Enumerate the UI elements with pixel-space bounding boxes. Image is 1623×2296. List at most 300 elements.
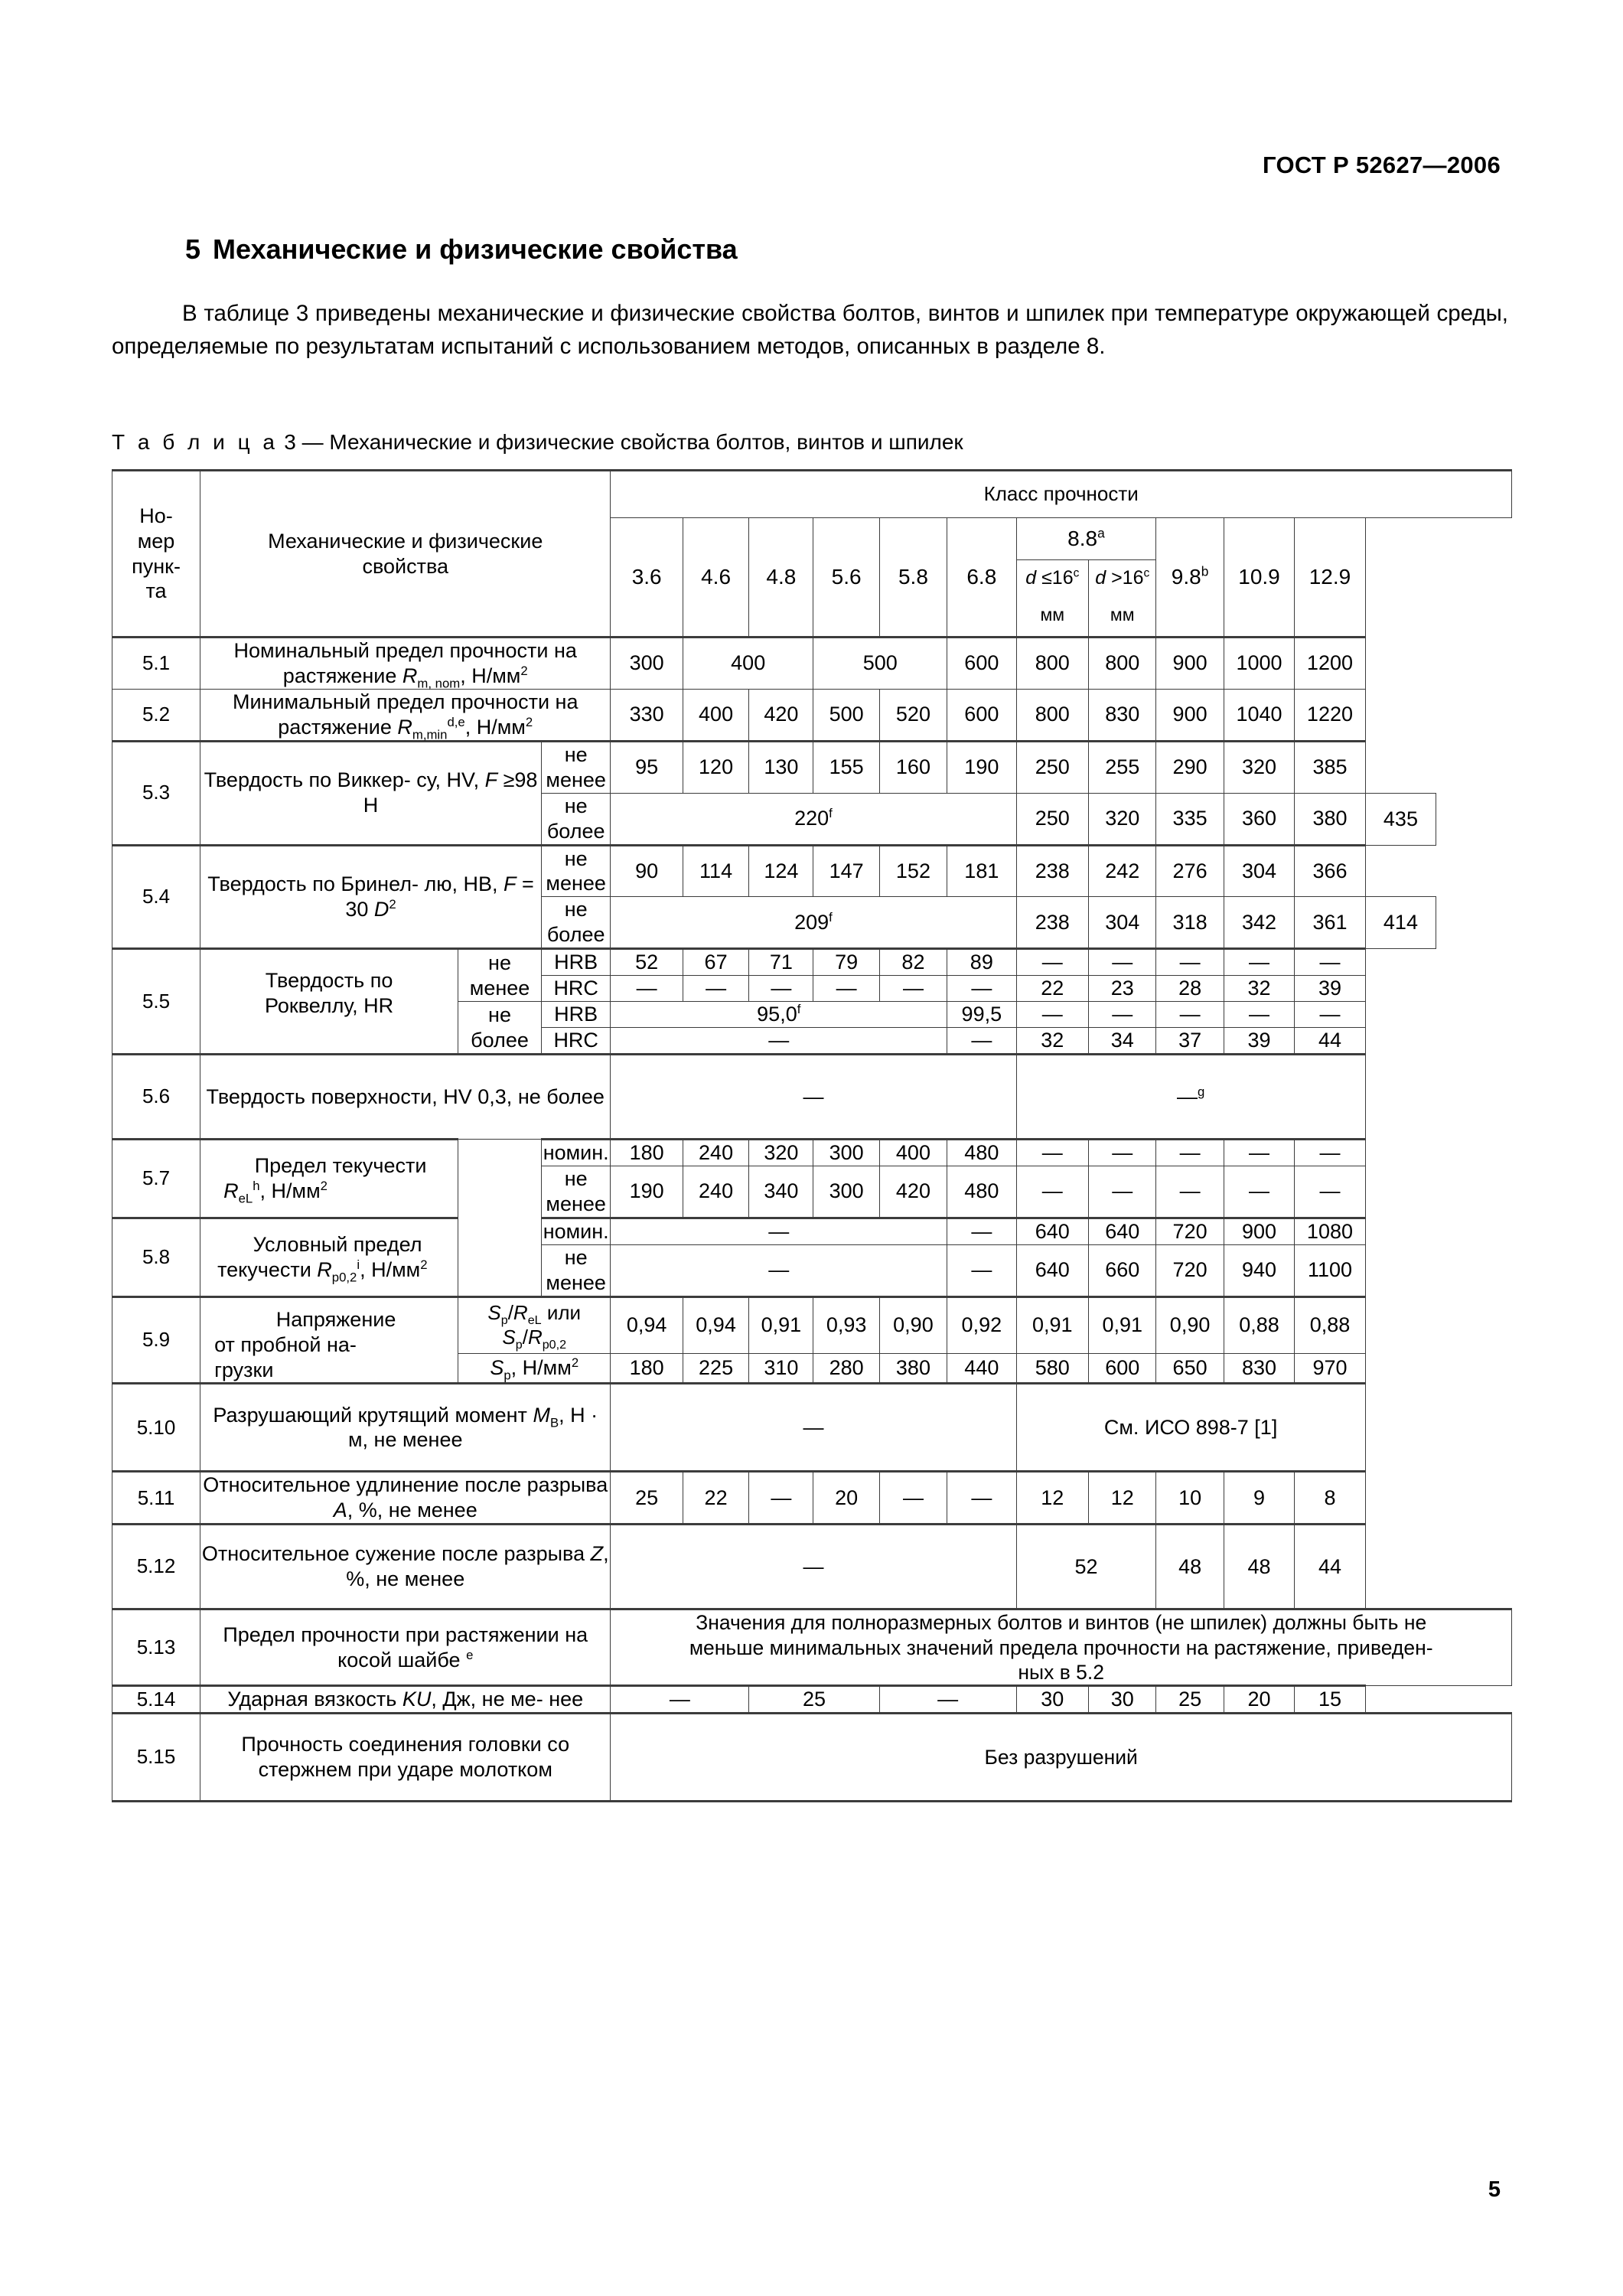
- cell-5-3-min-3-6: 95: [611, 741, 683, 793]
- row-number-5-1: 5.1: [112, 638, 200, 690]
- cell-5-5-min-hrb-6-8: 89: [947, 949, 1016, 976]
- cell-5-7-min-12-9: —: [1295, 1166, 1365, 1218]
- cell-5-5-min-hrb-5-8: 82: [879, 949, 947, 976]
- cell-5-2-8-8-gt16: 830: [1089, 689, 1156, 741]
- row-property-5-14: [200, 1686, 611, 1714]
- cell-5-9-sp-12-9: 970: [1295, 1353, 1365, 1384]
- cell-5-5-min-hrb-8-8-gt16: —: [1089, 949, 1156, 976]
- cell-5-5-max-hrb-8-8-gt16: —: [1089, 1002, 1156, 1028]
- row-property-5-2-subscript: m,min: [412, 727, 448, 742]
- row-property-5-8-line1: Условный предел: [253, 1232, 422, 1256]
- row-number-5-6: 5.6: [112, 1055, 200, 1140]
- cell-5-7-nomin-4-8: 320: [749, 1140, 813, 1166]
- row-property-5-6-line2: не более: [517, 1084, 605, 1108]
- cell-5-4-min-6-8: 181: [947, 845, 1016, 897]
- header-class-8-8-label: 8.8: [1067, 526, 1098, 550]
- cell-5-11-8-8-gt16: 12: [1089, 1472, 1156, 1525]
- cell-5-5-max-hrb-9-8: —: [1156, 1002, 1224, 1028]
- row-property-5-4: [200, 845, 542, 949]
- cell-5-1-12-9: 1200: [1295, 638, 1365, 690]
- table-row: [112, 1296, 1512, 1353]
- row-number-5-9: 5.9: [112, 1296, 200, 1384]
- cell-5-8-min-6-8: —: [947, 1244, 1016, 1296]
- cell-5-4-max-span-footnote: f: [829, 909, 833, 925]
- row-property-5-7-symbol: R: [223, 1179, 239, 1202]
- cell-5-5-max-hrb-span: [611, 1002, 947, 1028]
- row-property-5-12-line2: разрыва Z, %, не менее: [346, 1542, 609, 1591]
- cell-5-4-max-10-9: 361: [1295, 897, 1365, 949]
- header-properties-l1: Механические и физические: [268, 529, 543, 553]
- cell-5-9-sp-8-8-le16: 580: [1016, 1353, 1089, 1384]
- table-row: [112, 689, 1512, 741]
- cell-5-2-4-6: 400: [683, 689, 748, 741]
- intro-paragraph: [112, 297, 1508, 363]
- cell-5-12-9-8: 48: [1156, 1525, 1224, 1609]
- cell-5-5-min-hrb-8-8-le16: —: [1016, 949, 1089, 976]
- header-8-8-d-le-16-symbol: d: [1025, 567, 1037, 589]
- cell-5-7-min-4-8: 340: [749, 1166, 813, 1218]
- cell-5-3-max-8-8-le16: 320: [1089, 793, 1156, 845]
- cell-5-13-note-l1: Значения для полноразмерных болтов и винтов (не шпилек) должны быть не: [696, 1611, 1427, 1635]
- header-class-9-8: [1156, 518, 1224, 638]
- row-property-5-11-line1: Относительное удлинение после: [203, 1473, 522, 1497]
- cell-5-7-nomin-6-8: 480: [947, 1140, 1016, 1166]
- cell-5-5-min-hrc-8-8-gt16: 23: [1089, 976, 1156, 1002]
- cell-5-8-min-10-9: 940: [1224, 1244, 1294, 1296]
- cell-5-1-3-6: 300: [611, 638, 683, 690]
- cell-5-15-span: Без разрушений: [611, 1714, 1512, 1802]
- row-property-5-2-post: , Н/мм: [464, 715, 526, 739]
- cell-5-9-ratio-3-6: 0,94: [611, 1296, 683, 1353]
- cell-5-5-min-hrb-4-6: 67: [683, 949, 748, 976]
- header-class-4-6: 4.6: [683, 518, 748, 638]
- header-class-9-8-footnote: b: [1201, 563, 1209, 579]
- row-property-5-11-line2: разрыва A, %, не менее: [333, 1473, 608, 1522]
- cell-5-7-min-8-8-gt16: —: [1089, 1166, 1156, 1218]
- cell-5-7-min-5-6: 300: [813, 1166, 879, 1218]
- cell-5-5-max-hrc-span: —: [611, 1028, 947, 1055]
- cell-5-9-sp-5-8: 380: [879, 1353, 947, 1384]
- cell-5-1-6-8: 600: [947, 638, 1016, 690]
- row-property-5-3: [200, 741, 542, 845]
- cell-5-5-min-hrc-5-8: —: [879, 976, 947, 1002]
- cell-5-4-min-8-8-gt16: 242: [1089, 845, 1156, 897]
- cell-5-13-note: [611, 1609, 1512, 1686]
- header-item-number-l3: пунк-: [132, 554, 181, 578]
- cell-5-6-right-span: [1016, 1055, 1365, 1140]
- cell-5-9-sp-5-6: 280: [813, 1353, 879, 1384]
- sp-label-5-9: $S_p$, $Н/мм^2$: [458, 1353, 611, 1384]
- row-property-5-9-line3: грузки: [214, 1358, 274, 1381]
- row-property-5-3-line1: Твердость по Виккер-: [204, 768, 411, 792]
- cell-5-4-min-5-6: 147: [813, 845, 879, 897]
- row-property-5-10-symbol: M: [533, 1403, 550, 1427]
- cell-5-7-nomin-3-6: 180: [611, 1140, 683, 1166]
- cell-5-7-nomin-12-9: —: [1295, 1140, 1365, 1166]
- cell-5-3-min-9-8: 290: [1156, 741, 1224, 793]
- cell-5-5-min-hrb-9-8: —: [1156, 949, 1224, 976]
- row-property-5-13-line1: Предел прочности при растяжении: [223, 1623, 559, 1646]
- header-class-5-8: 5.8: [879, 518, 947, 638]
- row-property-5-10: [200, 1384, 611, 1472]
- cell-5-11-9-8: 10: [1156, 1472, 1224, 1525]
- scale-5-5-max-hrb: HRB: [541, 1002, 610, 1028]
- header-8-8-d-gt-16: $d >16^c$ мм: [1089, 560, 1156, 638]
- cell-5-3-min-4-6: 120: [683, 741, 748, 793]
- cell-5-3-max-12-9: 435: [1365, 793, 1436, 845]
- cell-5-8-min-9-8: 720: [1156, 1244, 1224, 1296]
- row-property-5-2-symbol: R: [397, 715, 412, 739]
- header-class-10-9: 10.9: [1224, 518, 1294, 638]
- row-property-5-2: [200, 689, 611, 741]
- row-property-5-8: [200, 1218, 458, 1296]
- header-item-number-l1: Но-: [139, 504, 173, 527]
- row-property-5-1: [200, 638, 611, 690]
- qualifier-5-8-nomin: номин.: [541, 1218, 610, 1244]
- cell-5-1-4-6-4-8: 400: [683, 638, 813, 690]
- cell-5-5-max-hrb-8-8-le16: —: [1016, 1002, 1089, 1028]
- cell-5-9-ratio-10-9: 0,88: [1224, 1296, 1294, 1353]
- cell-5-3-max-10-9: 380: [1295, 793, 1365, 845]
- row-property-5-10-post: , Н · м, не менее: [347, 1403, 598, 1452]
- row-property-5-8-pre: текучести: [217, 1257, 318, 1281]
- cell-5-3-max-span-footnote: f: [829, 806, 833, 821]
- cell-5-4-min-10-9: 304: [1224, 845, 1294, 897]
- row-property-5-8-superscript: 2: [420, 1257, 428, 1272]
- row-property-5-9-line2: от пробной на-: [214, 1332, 357, 1356]
- cell-5-2-10-9: 1040: [1224, 689, 1294, 741]
- table-row: [112, 1055, 1512, 1140]
- row-property-5-5: [200, 949, 458, 1055]
- row-number-5-13: 5.13: [112, 1609, 200, 1686]
- cell-5-5-max-hrb-span-footnote: f: [797, 1002, 801, 1017]
- scale-5-5-min-hrc: HRC: [541, 976, 610, 1002]
- cell-5-9-sp-8-8-gt16: 600: [1089, 1353, 1156, 1384]
- table-caption: [112, 430, 963, 455]
- cell-5-6-right-footnote: g: [1197, 1084, 1205, 1099]
- row-property-5-15-line1: Прочность соединения головки со: [241, 1733, 570, 1756]
- row-property-5-8-line2: [217, 1257, 428, 1285]
- cell-5-8-nomin-10-9: 900: [1224, 1218, 1294, 1244]
- table-row: [112, 1714, 1512, 1802]
- cell-5-9-ratio-9-8: 0,90: [1156, 1296, 1224, 1353]
- properties-table: [112, 469, 1512, 1802]
- cell-5-6-left-span: —: [611, 1055, 1016, 1140]
- header-8-8-d-le-16: $d \le 16^c$ мм: [1016, 560, 1089, 638]
- cell-5-3-min-8-8-gt16: 255: [1089, 741, 1156, 793]
- qualifier-5-3-max: не более: [541, 793, 610, 845]
- cell-5-11-6-8: —: [947, 1472, 1016, 1525]
- cell-5-4-min-3-6: 90: [611, 845, 683, 897]
- row-property-5-10-subscript: B: [549, 1414, 559, 1430]
- cell-5-14-5-8-6-8: —: [879, 1686, 1016, 1714]
- row-property-5-1-subscript: m, nom: [417, 676, 461, 691]
- cell-5-9-ratio-6-8: 0,92: [947, 1296, 1016, 1353]
- header-strength-class: Класс прочности: [611, 471, 1512, 518]
- cell-5-11-4-8: —: [749, 1472, 813, 1525]
- cell-5-14-3-6-4-6: —: [611, 1686, 749, 1714]
- cell-5-8-nomin-span: —: [611, 1218, 947, 1244]
- cell-5-7-nomin-9-8: —: [1156, 1140, 1224, 1166]
- header-class-4-8: 4.8: [749, 518, 813, 638]
- row-property-5-1-pre: на растяжение: [282, 639, 577, 687]
- row-property-5-12-line1: Относительное сужение после: [201, 1542, 498, 1566]
- cell-5-10-left-span: —: [611, 1384, 1016, 1472]
- cell-5-9-sp-9-8: 650: [1156, 1353, 1224, 1384]
- cell-5-3-max-9-8: 360: [1224, 793, 1294, 845]
- cell-5-5-max-hrc-10-9: 39: [1224, 1028, 1294, 1055]
- cell-5-12-12-9: 44: [1295, 1525, 1365, 1609]
- table-row: [112, 1609, 1512, 1686]
- cell-5-3-min-5-6: 155: [813, 741, 879, 793]
- cell-5-5-min-hrc-3-6: —: [611, 976, 683, 1002]
- row-property-5-6: [200, 1055, 611, 1140]
- row-property-5-7-post: , Н/мм: [259, 1179, 321, 1202]
- cell-5-3-min-6-8: 190: [947, 741, 1016, 793]
- cell-5-5-min-hrc-8-8-le16: 22: [1016, 976, 1089, 1002]
- cell-5-7-min-3-6: 190: [611, 1166, 683, 1218]
- cell-5-8-nomin-12-9: 1080: [1295, 1218, 1365, 1244]
- row-number-5-10: 5.10: [112, 1384, 200, 1472]
- cell-5-5-min-hrc-5-6: —: [813, 976, 879, 1002]
- cell-5-9-sp-4-8: 310: [749, 1353, 813, 1384]
- row-property-5-14-line1: Ударная вязкость KU, Дж, не ме-: [227, 1688, 543, 1711]
- cell-5-9-sp-6-8: 440: [947, 1353, 1016, 1384]
- cell-5-13-note-l3: ных в 5.2: [1018, 1660, 1104, 1684]
- row-property-5-8-post: , Н/мм: [360, 1257, 421, 1281]
- cell-5-6-right-value: —: [1176, 1084, 1198, 1108]
- cell-5-5-min-hrb-4-8: 71: [749, 949, 813, 976]
- row-property-5-6-line1: Твердость поверхности, HV 0,3,: [206, 1084, 513, 1108]
- cell-5-7-nomin-10-9: —: [1224, 1140, 1294, 1166]
- cell-5-5-min-hrc-9-8: 28: [1156, 976, 1224, 1002]
- cell-5-4-max-12-9: 414: [1365, 897, 1436, 949]
- cell-5-4-min-5-8: 152: [879, 845, 947, 897]
- cell-5-9-ratio-5-6: 0,93: [813, 1296, 879, 1353]
- row-property-5-13: [200, 1609, 611, 1686]
- row-property-5-1-symbol: R: [402, 664, 418, 687]
- qualifier-5-3-min: не менее: [541, 741, 610, 793]
- row-property-5-15-line2: стержнем при ударе молотком: [258, 1758, 552, 1782]
- row-property-5-5-line1: Твердость по: [265, 969, 393, 993]
- header-class-5-6: 5.6: [813, 518, 879, 638]
- cell-5-3-min-12-9: 385: [1295, 741, 1365, 793]
- cell-5-12-left-span: —: [611, 1525, 1016, 1609]
- section-title: Механические и физические свойства: [213, 233, 738, 265]
- row-number-5-11: 5.11: [112, 1472, 200, 1525]
- cell-5-5-min-hrc-6-8: —: [947, 976, 1016, 1002]
- row-property-5-1-superscript: 2: [520, 663, 528, 678]
- row-property-5-2-footnote: d,e: [447, 714, 465, 729]
- cell-5-8-nomin-9-8: 720: [1156, 1218, 1224, 1244]
- cell-5-7-nomin-5-8: 400: [879, 1140, 947, 1166]
- cell-5-2-6-8: 600: [947, 689, 1016, 741]
- page-number: 5: [1488, 2177, 1501, 2202]
- cell-5-7-nomin-4-6: 240: [683, 1140, 748, 1166]
- table-row: [112, 638, 1512, 690]
- cell-5-8-nomin-8-8-gt16: 640: [1089, 1218, 1156, 1244]
- cell-5-8-min-8-8-le16: 640: [1016, 1244, 1089, 1296]
- header-class-9-8-label: 9.8: [1171, 564, 1201, 589]
- cell-5-9-sp-4-6: 225: [683, 1353, 748, 1384]
- row-number-5-15: 5.15: [112, 1714, 200, 1802]
- cell-5-2-9-8: 900: [1156, 689, 1224, 741]
- header-item-number-l4: та: [145, 579, 167, 603]
- cell-5-14-12-9: 15: [1295, 1686, 1365, 1714]
- cell-5-9-ratio-8-8-le16: 0,91: [1016, 1296, 1089, 1353]
- cell-5-2-4-8: 420: [749, 689, 813, 741]
- row-property-5-3-line2: су, HV, F ≥98 Н: [363, 768, 538, 817]
- table-row: [112, 1218, 1512, 1244]
- cell-5-3-min-8-8-le16: 250: [1016, 741, 1089, 793]
- table-row: [112, 1384, 1512, 1472]
- row-number-5-2: 5.2: [112, 689, 200, 741]
- cell-5-4-max-9-8: 342: [1224, 897, 1294, 949]
- row-number-5-8: 5.8: [112, 1218, 200, 1296]
- header-class-8-8-footnote: a: [1097, 525, 1105, 541]
- table-caption-label: Т а б л и ц а: [112, 430, 279, 454]
- cell-5-5-max-hrb-10-9: —: [1224, 1002, 1294, 1028]
- cell-5-4-max-8-8-gt16: 318: [1156, 897, 1224, 949]
- qualifier-5-4-min: не менее: [541, 845, 610, 897]
- cell-5-13-note-l2: меньше минимальных значений предела прочности на растяжение, приведен-: [689, 1636, 1433, 1659]
- cell-5-5-min-hrc-4-8: —: [749, 976, 813, 1002]
- cell-5-7-min-8-8-le16: —: [1016, 1166, 1089, 1218]
- cell-5-9-ratio-12-9: 0,88: [1295, 1296, 1365, 1353]
- cell-5-5-max-hrc-8-8-le16: 32: [1016, 1028, 1089, 1055]
- row-property-5-7-footnote: h: [253, 1178, 260, 1193]
- table-header-row-1: [112, 471, 1512, 518]
- cell-5-5-min-hrb-12-9: —: [1295, 949, 1365, 976]
- row-property-5-11: [200, 1472, 611, 1525]
- qualifier-5-8-min: не менее: [541, 1244, 610, 1296]
- cell-5-3-min-5-8: 160: [879, 741, 947, 793]
- section-number: 5: [185, 233, 201, 265]
- cell-5-4-max-span-3-6-to-5-8: [611, 897, 1016, 949]
- cell-5-11-5-8: —: [879, 1472, 947, 1525]
- header-class-8-8: [1016, 518, 1156, 560]
- cell-5-8-min-span: —: [611, 1244, 947, 1296]
- qualifier-5-5-min: не менее: [458, 949, 542, 1002]
- qualifier-5-4-max: не более: [541, 897, 610, 949]
- header-8-8-d-le-16-unit: мм: [1040, 604, 1065, 625]
- intro-text: В таблице 3 приведены механические и физические свойства болтов, винтов и шпилек при температуре окружающей среды, определяемые по результатам испытаний с использованием методов, описанных в разделе 8.: [112, 301, 1508, 359]
- row-property-5-4-line1: Твердость по Бринел-: [207, 872, 419, 895]
- cell-5-5-max-hrb-span-value: 95,0: [757, 1003, 797, 1026]
- cell-5-11-12-9: 8: [1295, 1472, 1365, 1525]
- header-properties: [200, 471, 611, 638]
- cell-5-11-8-8-le16: 12: [1016, 1472, 1089, 1525]
- row-property-5-8-footnote: i: [357, 1257, 360, 1272]
- cell-5-5-max-hrb-12-9: —: [1295, 1002, 1365, 1028]
- cell-5-1-8-8-gt16: 800: [1089, 638, 1156, 690]
- row-property-5-1-post: , Н/мм: [460, 664, 521, 687]
- cell-5-5-min-hrb-5-6: 79: [813, 949, 879, 976]
- row-property-5-10-line1: Разрушающий крутящий момент: [213, 1403, 527, 1427]
- section-heading: [185, 233, 738, 266]
- cell-5-14-8-8-gt16: 30: [1089, 1686, 1156, 1714]
- cell-5-11-4-6: 22: [683, 1472, 748, 1525]
- table-row: [112, 949, 1512, 976]
- header-8-8-d-gt-16-symbol: d: [1095, 567, 1106, 589]
- row-property-5-7-subscript: eL: [238, 1191, 253, 1206]
- header-class-6-8: 6.8: [947, 518, 1016, 638]
- row-number-5-14: 5.14: [112, 1686, 200, 1714]
- table-caption-dash: —: [301, 430, 324, 454]
- cell-5-2-8-8-le16: 800: [1016, 689, 1089, 741]
- header-class-12-9: 12.9: [1295, 518, 1365, 638]
- table-row: [112, 845, 1512, 897]
- table-caption-number: 3: [284, 430, 296, 454]
- cell-5-14-8-8-le16: 30: [1016, 1686, 1089, 1714]
- qualifier-5-7-nomin: номин.: [541, 1140, 610, 1166]
- cell-5-12-10-9: 48: [1224, 1525, 1294, 1609]
- cell-5-3-max-span-value: 220: [794, 807, 829, 830]
- row-number-5-7: 5.7: [112, 1140, 200, 1218]
- row-property-5-2-superscript: 2: [525, 714, 533, 729]
- cell-5-3-max-8-8-gt16: 335: [1156, 793, 1224, 845]
- header-properties-l2: свойства: [362, 554, 449, 578]
- cell-5-4-min-4-6: 114: [683, 845, 748, 897]
- row-property-5-4-line2: лю, НВ, F = 30 $D^2$: [345, 872, 534, 921]
- cell-5-4-max-span-value: 209: [794, 910, 829, 934]
- row-property-5-8-subscript: p0,2: [331, 1270, 357, 1285]
- cell-5-9-ratio-5-8: 0,90: [879, 1296, 947, 1353]
- cell-5-4-min-4-8: 124: [749, 845, 813, 897]
- header-8-8-d-le-16-footnote: c: [1073, 566, 1080, 580]
- cell-5-9-sp-10-9: 830: [1224, 1353, 1294, 1384]
- row-number-5-3: 5.3: [112, 741, 200, 845]
- cell-5-1-10-9: 1000: [1224, 638, 1294, 690]
- row-property-5-2-line1: Минимальный предел прочности: [232, 690, 550, 713]
- cell-5-12-8-8: 52: [1016, 1525, 1156, 1609]
- row-property-5-5-line2: Роквеллу, HR: [265, 994, 394, 1018]
- row-number-5-12: 5.12: [112, 1525, 200, 1609]
- cell-5-5-min-hrc-12-9: 39: [1295, 976, 1365, 1002]
- cell-5-5-max-hrc-12-9: 44: [1295, 1028, 1365, 1055]
- cell-5-7-min-9-8: —: [1156, 1166, 1224, 1218]
- header-class-3-6: 3.6: [611, 518, 683, 638]
- cell-5-2-12-9: 1220: [1295, 689, 1365, 741]
- row-property-5-14-line2: нее: [549, 1688, 584, 1711]
- row-property-5-9: [200, 1296, 458, 1384]
- cell-5-2-5-8: 520: [879, 689, 947, 741]
- row-property-5-8-symbol: R: [317, 1257, 332, 1281]
- cell-5-7-nomin-5-6: 300: [813, 1140, 879, 1166]
- cell-5-5-min-hrc-4-6: —: [683, 976, 748, 1002]
- cell-5-11-10-9: 9: [1224, 1472, 1294, 1525]
- cell-5-7-min-4-6: 240: [683, 1166, 748, 1218]
- cell-5-9-ratio-8-8-gt16: 0,91: [1089, 1296, 1156, 1353]
- cell-5-2-3-6: 330: [611, 689, 683, 741]
- cell-5-1-9-8: 900: [1156, 638, 1224, 690]
- cell-5-4-max-8-8-le16: 304: [1089, 897, 1156, 949]
- cell-5-4-min-8-8-le16: 238: [1016, 845, 1089, 897]
- header-item-number-l2: мер: [137, 529, 175, 553]
- cell-5-7-nomin-8-8-gt16: —: [1089, 1140, 1156, 1166]
- cell-5-3-max-6-8: 250: [1016, 793, 1089, 845]
- cell-5-14-10-9: 20: [1224, 1686, 1294, 1714]
- cell-5-4-max-6-8: 238: [1016, 897, 1089, 949]
- properties-table-wrapper: [112, 469, 1512, 1802]
- cell-5-5-min-hrc-10-9: 32: [1224, 976, 1294, 1002]
- header-8-8-d-gt-16-footnote: c: [1143, 566, 1150, 580]
- cell-5-11-3-6: 25: [611, 1472, 683, 1525]
- cell-5-5-max-hrc-9-8: 37: [1156, 1028, 1224, 1055]
- cell-5-8-nomin-8-8-le16: 640: [1016, 1218, 1089, 1244]
- table-caption-text: Механические и физические свойства болтов, винтов и шпилек: [329, 430, 963, 454]
- cell-5-5-max-hrb-6-8: 99,5: [947, 1002, 1016, 1028]
